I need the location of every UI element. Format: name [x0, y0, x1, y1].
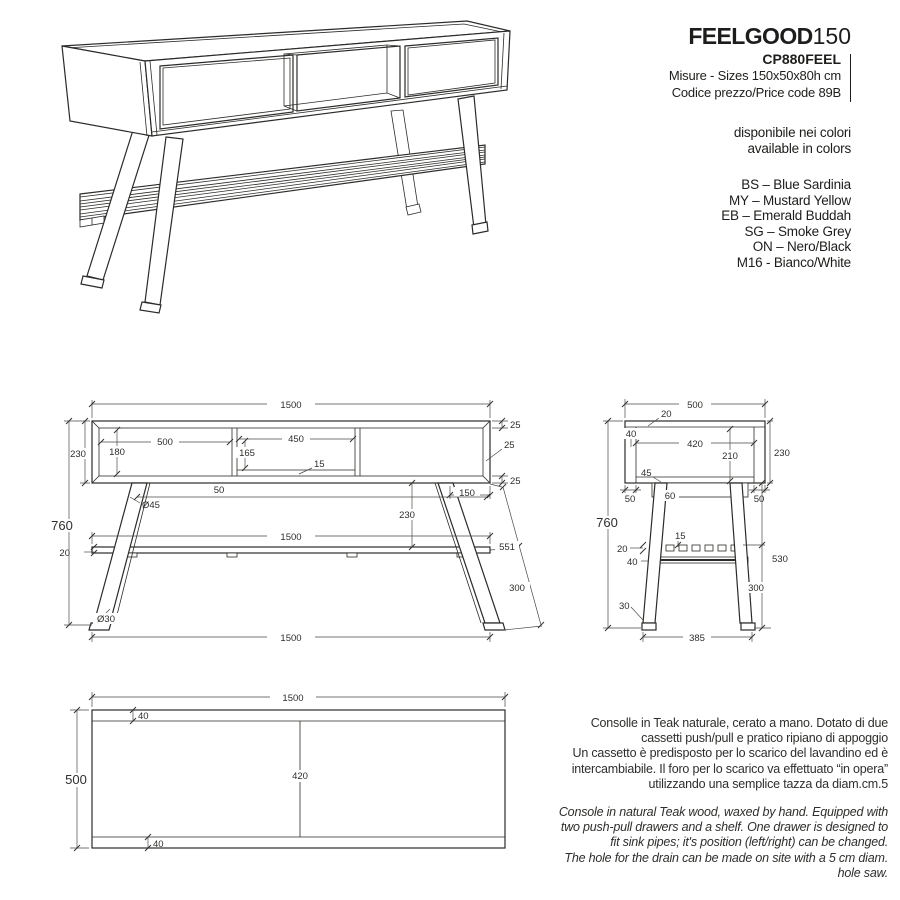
- side-dim-below-shelf: [745, 582, 767, 594]
- dim-label: 25: [510, 476, 521, 487]
- dim-label: 15: [314, 459, 325, 470]
- color-option: ON – Nero/Black: [752, 239, 851, 255]
- dim-label: 500: [157, 437, 173, 448]
- description-line: Console in natural Teak wood, waxed by hand. Equipped with: [558, 805, 888, 820]
- dim-label: 50: [213, 485, 225, 496]
- dim-label: 40: [138, 711, 149, 722]
- side-dim-foot: [619, 601, 643, 620]
- dim-label: 1500: [280, 400, 302, 411]
- dim-label: 25: [504, 440, 515, 451]
- front-shelf: [92, 547, 490, 557]
- dim-label: 420: [687, 439, 703, 450]
- dim-label: 551: [499, 542, 515, 553]
- side-elevation-drawing: [575, 385, 810, 650]
- dim-label: 450: [288, 434, 304, 445]
- top-dim-center-depth: [284, 770, 316, 782]
- dim-label: Ø45: [142, 500, 160, 511]
- side-dim-base-depth: [640, 632, 755, 644]
- dim-label: 25: [510, 420, 521, 431]
- side-dim-body-height: [767, 418, 790, 486]
- product-size-number: 150: [812, 23, 851, 49]
- top-dim-depth: [62, 707, 91, 851]
- front-dim-body-height: [64, 418, 90, 486]
- side-dim-back-leg: [749, 485, 770, 505]
- availability-it: disponibile nei colori: [733, 125, 851, 140]
- color-option: MY – Mustard Yellow: [728, 192, 851, 208]
- product-sizes: Misure - Sizes 150x50x80h cm: [668, 68, 841, 83]
- dim-label: 210: [722, 451, 738, 462]
- dim-label: 30: [619, 601, 630, 612]
- dim-label: 40: [153, 839, 164, 850]
- front-dim-edge-bottom: [492, 473, 521, 487]
- color-option: BS – Blue Sardinia: [741, 177, 851, 192]
- side-dim-slat-thickness: [617, 542, 646, 555]
- description-english: [528, 805, 888, 881]
- front-cabinet: [92, 421, 490, 483]
- dim-label: 530: [772, 554, 788, 565]
- front-dim-leg-upper: [490, 484, 544, 630]
- dim-label: 60: [664, 491, 676, 502]
- dim-label: 15: [675, 531, 686, 542]
- color-list: [669, 177, 851, 271]
- side-dim-front-leg: [620, 485, 641, 505]
- description-line: hole saw.: [837, 865, 888, 880]
- front-dim-base-width: [89, 632, 493, 644]
- dim-label: 20: [661, 409, 672, 420]
- side-cabinet: [625, 421, 765, 497]
- dim-label: 40: [625, 429, 637, 440]
- color-option: SG – Smoke Grey: [744, 223, 851, 239]
- dim-label: 500: [65, 772, 87, 787]
- product-description: [528, 716, 888, 881]
- front-dim-shelf-clearance: [394, 480, 420, 550]
- side-dim-depth: [622, 399, 768, 418]
- availability-block: [669, 125, 851, 156]
- perspective-back-left-leg: [140, 137, 183, 313]
- front-dim-shelf-thickness: [59, 544, 97, 559]
- description-italian: [528, 716, 888, 792]
- description-line: Consolle in Teak naturale, cerato a mano. Dotato di due: [590, 716, 888, 730]
- description-line: fit sink pipes; it's position (left/right) can be changed.: [610, 835, 888, 850]
- product-code: CP880FEEL: [762, 51, 841, 67]
- dim-label: 500: [687, 400, 703, 411]
- dim-label: 45: [641, 468, 652, 479]
- front-dim-total-width: [89, 400, 493, 418]
- availability-en: available in colors: [747, 140, 851, 156]
- dim-label: 760: [596, 515, 618, 530]
- dim-label: 1500: [280, 633, 302, 644]
- dim-label: 420: [292, 771, 308, 782]
- vertical-rule: [850, 54, 852, 102]
- perspective-cabinet: [62, 21, 510, 136]
- dim-label: 20: [617, 544, 628, 555]
- dim-label: 300: [748, 583, 764, 594]
- top-view-drawing: [40, 685, 560, 860]
- description-line: utilizzando una semplice tazza da diam.cm.5: [648, 776, 888, 791]
- color-option: M16 - Bianco/White: [736, 254, 851, 270]
- dim-label: 230: [70, 449, 86, 460]
- front-dim-shelf-length: [89, 532, 493, 544]
- dim-label: 50: [753, 494, 765, 505]
- dim-label: 150: [459, 488, 475, 499]
- side-dim-rail-gap: [662, 490, 679, 502]
- dim-label: 180: [109, 447, 125, 458]
- dim-label: Ø30: [97, 614, 115, 625]
- dim-label: 40: [627, 557, 638, 568]
- product-name: FEELGOOD: [688, 23, 813, 49]
- dim-label: 20: [59, 548, 70, 559]
- perspective-drawing: [30, 18, 535, 333]
- front-dim-edge-top: [492, 418, 521, 431]
- description-line: The hole for the drain can be made on site with a 5 cm diam.: [564, 850, 888, 865]
- dim-label: 50: [624, 494, 636, 505]
- color-option: EB – Emerald Buddah: [721, 208, 851, 224]
- dim-label: 760: [51, 518, 73, 533]
- description-line: intercambiabile. Il foro per lo scarico va effettuato “in opera”: [571, 761, 888, 776]
- product-price-code: Codice prezzo/Price code 89B: [671, 84, 841, 100]
- side-slats: [652, 545, 748, 563]
- dim-label: 165: [239, 448, 255, 459]
- dim-label: 230: [399, 510, 415, 521]
- product-header: [669, 24, 851, 271]
- description-line: Un cassetto è predisposto per lo scarico del lavandino ed è: [572, 746, 888, 761]
- side-dim-rail-width: [627, 557, 649, 568]
- front-elevation-drawing: [30, 380, 570, 670]
- dim-label: 385: [689, 633, 705, 644]
- top-dim-width: [89, 692, 508, 707]
- description-line: cassetti push/pull e pratico ripiano di appoggio: [641, 731, 888, 746]
- dim-label: 1500: [280, 532, 302, 543]
- product-title: [669, 24, 851, 48]
- dim-label: 1500: [282, 693, 304, 704]
- dim-label: 230: [774, 448, 790, 459]
- front-dim-leg-lower: [504, 582, 530, 594]
- description-line: two push-pull drawers and a shelf. One drawer is designed to: [560, 820, 888, 835]
- dim-label: 300: [509, 583, 525, 594]
- product-code-block: [669, 51, 851, 101]
- side-legs: [642, 483, 755, 630]
